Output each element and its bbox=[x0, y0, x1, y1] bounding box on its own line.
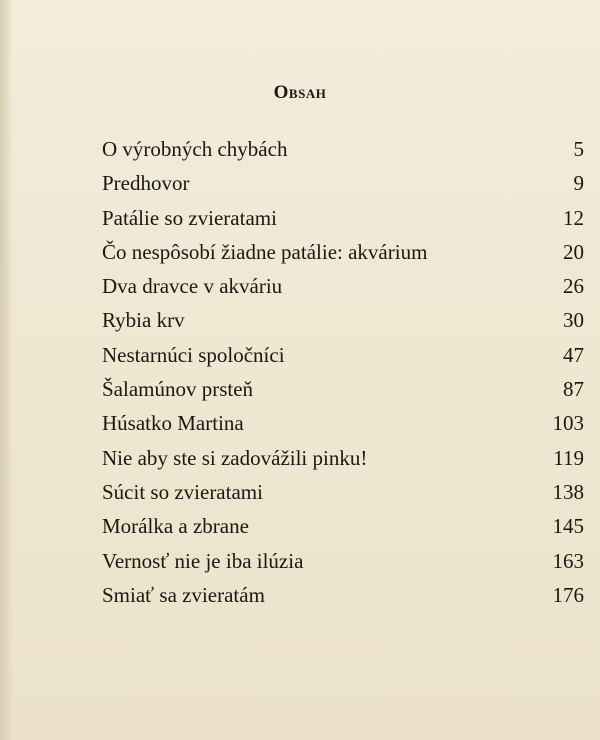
toc-entry-page: 20 bbox=[563, 239, 584, 264]
toc-entry bbox=[102, 544, 584, 578]
toc-entry-page: 176 bbox=[552, 582, 584, 607]
toc-entry-page: 9 bbox=[573, 171, 584, 196]
toc-entry-title: Smiať sa zvieratám bbox=[102, 582, 265, 607]
toc-entry-page: 145 bbox=[552, 514, 584, 539]
toc-entry-page: 119 bbox=[553, 445, 584, 470]
toc-entry-title: Predhovor bbox=[102, 171, 190, 196]
toc-entry-title: Húsatko Martina bbox=[102, 411, 244, 436]
toc-entry-title: Morálka a zbrane bbox=[102, 514, 249, 539]
toc-entry bbox=[102, 475, 584, 509]
page-spine-shadow bbox=[0, 0, 12, 740]
toc-entry-page: 47 bbox=[563, 342, 584, 367]
toc-entry-page: 30 bbox=[563, 308, 584, 333]
toc-entry bbox=[102, 201, 584, 235]
toc-entry-title: Rybia krv bbox=[102, 308, 185, 333]
table-of-contents bbox=[102, 132, 584, 612]
toc-entry-page: 103 bbox=[552, 411, 584, 436]
page-title: Obsah bbox=[273, 82, 327, 103]
toc-entry bbox=[102, 338, 584, 372]
toc-entry bbox=[102, 441, 584, 475]
toc-entry-page: 87 bbox=[563, 377, 584, 402]
toc-entry bbox=[102, 406, 584, 440]
toc-entry-page: 138 bbox=[552, 479, 584, 504]
toc-entry bbox=[102, 269, 584, 303]
toc-entry-page: 26 bbox=[563, 274, 584, 299]
toc-entry bbox=[102, 303, 584, 337]
toc-entry-title: Vernosť nie je iba ilúzia bbox=[102, 548, 304, 573]
toc-entry-title: Nestarnúci spoločníci bbox=[102, 342, 285, 367]
toc-entry-title: Súcit so zvieratami bbox=[102, 479, 263, 504]
toc-entry bbox=[102, 166, 584, 200]
toc-entry-page: 12 bbox=[563, 205, 584, 230]
toc-entry-page: 5 bbox=[573, 137, 584, 161]
toc-entry-title: Čo nespôsobí žiadne patálie: akvárium bbox=[102, 239, 428, 264]
toc-entry-title: Patálie so zvieratami bbox=[102, 205, 277, 230]
toc-entry-title: O výrobných chybách bbox=[102, 137, 288, 161]
toc-entry bbox=[102, 372, 584, 406]
toc-entry bbox=[102, 578, 584, 612]
toc-entry-title: Šalamúnov prsteň bbox=[102, 377, 254, 402]
toc-entry-title: Dva dravce v akváriu bbox=[102, 274, 283, 299]
toc-entry-title: Nie aby ste si zadovážili pinku! bbox=[102, 445, 368, 470]
toc-entry bbox=[102, 132, 584, 166]
toc-entry-page: 163 bbox=[552, 548, 584, 573]
toc-entry bbox=[102, 509, 584, 543]
toc-entry bbox=[102, 235, 584, 269]
